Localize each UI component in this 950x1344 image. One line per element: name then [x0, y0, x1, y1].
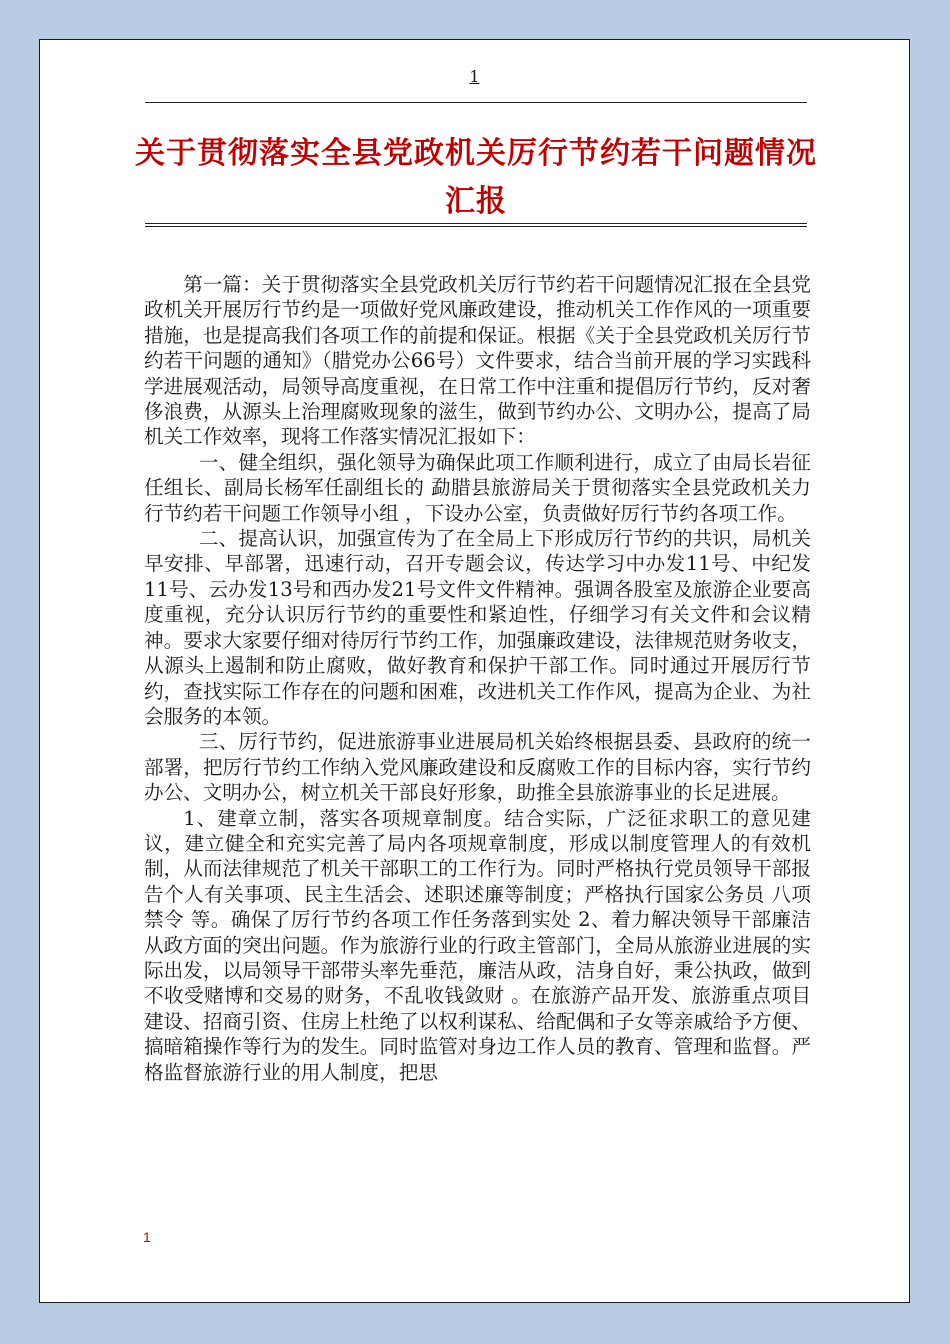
paragraph-section-2: 二、提高认识，加强宣传为了在全局上下形成厉行节约的共识，局机关早安排、早部署，迅速行动，召开专题会议，传达学习中办发11号、中纪发11号、云办发13号和西办发21号文件文件精神。强调各股室及旅游企业要高度重视，充分认识厉行节约的重要性和紧迫性，仔细学习有关文件和会议精神。要求大家要仔细对待厉行节约工作，加强廉政建设，法律规范财务收支，从源头上遏制和防止腐败，做好教育和保护干部工作。同时通过开展厉行节约，查找实际工作存在的问题和困难，改进机关工作作风，提高为企业、为社会服务的本领。 — [144, 527, 811, 728]
title-divider-lower — [145, 226, 807, 227]
paragraph-section-3-item-1: 1、建章立制，落实各项规章制度。结合实际，广泛征求职工的意见建议，建立健全和充实完善了局内各项规章制度，形成以制度管理人的有效机制，从而法律规范了机关干部职工的工作行为。同时严格执行党员领导干部报告个人有关事项、民主生活会、述职述廉等制度；严格执行国家公务员 八项禁令 等。确保了厉行节约各项工作任务落到实处 2、着力解决领导干部廉洁从政方面的突出问题。作为旅游行业的行政主管部门，全局从旅游业进展的实际出发，以局领导干部带头率先垂范，廉洁从政，洁身自好，秉公执政，做到不收受赌博和交易的财务，不乱收钱敛财 。在旅游产品开发、旅游重点项目建设、招商引资、住房上杜绝了以权利谋私、给配偶和子女等亲戚给予方便、搞暗箱操作等行为的发生。同时监管对身边工作人员的教育、管理和监督。严格监督旅游行业的用人制度，把思 — [144, 806, 811, 1084]
header-page-number: 1 — [469, 67, 480, 86]
paragraph-section-3: 三、厉行节约，促进旅游事业进展局机关始终根据县委、县政府的统一部署，把厉行节约工作纳入党风廉政建设和反腐败工作的目标内容，实行节约办公、文明办公，树立机关干部良好形象，助推全县旅游事业的长足进展。 — [144, 730, 811, 805]
document-title: 关于贯彻落实全县党政机关厉行节约若干问题情况汇报 — [135, 136, 817, 219]
title-divider-upper — [145, 223, 807, 224]
paragraph-section-1: 一、健全组织，强化领导为确保此项工作顺利进行，成立了由局长岩征任组长、副局长杨军任副组长的 勐腊县旅游局关于贯彻落实全县党政机关力行节约若干问题工作领导小组 ，下设办公室，负责做好厉行节约各项工作。 — [144, 450, 811, 525]
header-divider — [145, 102, 807, 103]
paragraph-intro: 第一篇：关于贯彻落实全县党政机关厉行节约若干问题情况汇报在全县党政机关开展厉行节约是一项做好党风廉政建设，推动机关工作作风的一项重要措施，也是提高我们各项工作的前提和保证。根据《关于全县党政机关厉行节约若干问题的通知》（腊党办公66号）文件要求，结合当前开展的学习实践科学进展观活动，局领导高度重视，在日常工作中注重和提倡厉行节约，反对奢侈浪费，从源头上治理腐败现象的滋生，做到节约办公、文明办公，提高了局机关工作效率，现将工作落实情况汇报如下： — [144, 273, 811, 449]
document-page — [39, 39, 910, 1303]
footer-page-number: 1 — [143, 1229, 151, 1245]
document-body — [144, 272, 811, 1085]
